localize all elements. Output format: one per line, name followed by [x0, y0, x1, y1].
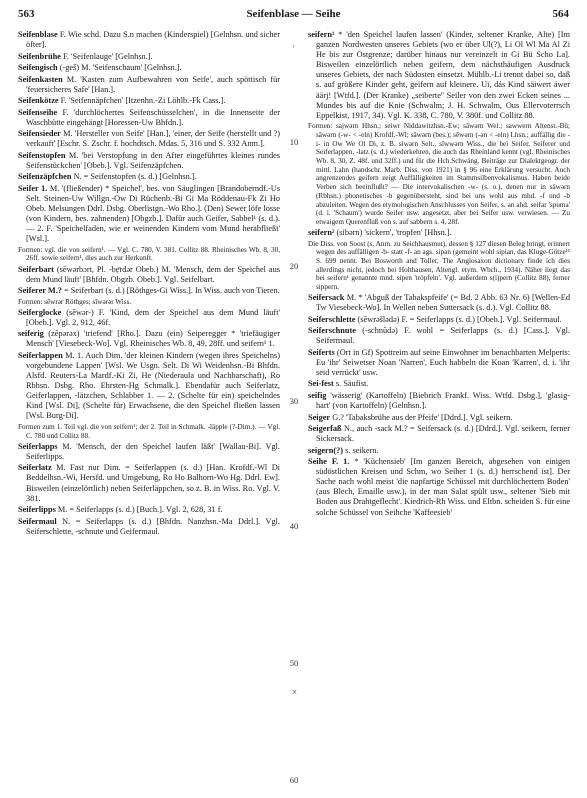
dictionary-entry [18, 463, 280, 503]
entry-text: Formen zum 1. Teil vgl. die von seifern¹; der 2. Teil in Schmalk. -läpple (?-Dim.). — Vgl. C. 780 und Collitz 88. [18, 422, 280, 440]
dictionary-entry [308, 391, 570, 411]
dictionary-entry [18, 108, 280, 128]
dictionary-entry [18, 329, 280, 349]
dictionary-entry [18, 96, 280, 106]
entry-text: Formen: sēwrər Röthges; sīwərər Wiss. [18, 297, 132, 306]
entry-headword: Seiferschlette [308, 314, 356, 324]
dictionary-entry [18, 184, 280, 245]
dictionary-entry [18, 298, 280, 307]
entry-text: M. '(fließender) * Speichel', bes. von Säuglingen [Brandoberndf.-Us Selt. Steinen-Uw Willgn.-Ow Di Rüchenb.-Bi Gi Ma Röddenau-Fk Zi Ho Obeb. Melsungen Ddrl. Dsbg. Oberlistgn.-Wo Rho.]. (Den) Sewer löfe losse (von Kindern, bes. zahnenden) [Obgzb.]. Dafür auch Geifer, Sabbel¹ (s. d.). — 2. F. 'Speichelfaden, wie er weinenden Kindern vom Mund herabfließt' [Wsl.]. [26, 183, 280, 244]
dictionary-entry [308, 457, 570, 518]
entry-text: F. 'Seifennäpfchen' [Itzenhn.-Zi Löhlb.-Fk Cass.]. [58, 96, 226, 106]
entry-text: (zēpərəx) 'triefend' [Rho.]. Dazu (ein) Seiperegger * 'triefäugiger Mensch' [Viesebeck-Wo]. Vgl. Rheinisches Wb. 8, 49, 28ff. und seifern¹ 1. [26, 329, 280, 349]
entry-text: M. 'bei Verstopfung in den After eingeführtes kleines rundes Seifenstückchen' [Obeb.]. Vgl. Seifenzäpfchen. [26, 150, 280, 170]
entry-text: M. 1. Auch Dim. 'der kleinen Kindern (wegen ihres Speichelns) vorgebundene Lappen' [Wsl. We Usgn. Selt. Di Wi Weidenhsn.-Bi Bhfdn. Alsfd. Reuters-La Mardf.-Ki Zi, He (Niederaula und Nachbarschaft), Ro Rbhsn. Dsbg. Rho. Ehrsten-Hg Schmalk.]. Ebendafür auch Seiferlatz, Geiferlappen, -lätzchen, Schlabber 1. — 2. (Schelte für ein) speichelndes Kind [Wsl. Di], (Schelte für) Erwachsene, die den Speichel fließen lassen [Wsl. Burg-Di]. [26, 350, 280, 421]
dictionary-entry [18, 265, 280, 285]
entry-text: Formen: vgl. die von seifern¹. — Vgl. C. 780, V. 381. Collitz 88. Rheinisches Wb. 8, 30, 26ff. sowie seifern¹, dies auch zur Herkunft. [18, 245, 280, 263]
dictionary-entry [18, 52, 280, 62]
dictionary-entry [308, 315, 570, 325]
dictionary-entry [308, 122, 570, 226]
entry-headword: Seifenseihe [18, 107, 58, 117]
dictionary-entry [308, 424, 570, 444]
entry-headword: Seiger [308, 412, 331, 422]
entry-text: F. Wie schd. Dazu S.n machen (Kinderspiel) [Gelnhsn. und sicher öfter]. [26, 30, 280, 50]
entry-headword: Seihe F. 1. [308, 457, 350, 467]
page-header [18, 8, 569, 24]
entry-text: Die Diss. von Soost (s. Anm. zu Seichhausmut), dessen § 127 diesen Beleg bringt, erinnert wegen des auffälligen -b- statt -f- an ags. sipan (gemeint wohl sipian, das Kluge-Götze¹¹ S. 699 nennt. Bei Bosworth and Toller, The Anglosaxon dictionary finde ich dies allerdings nicht, jedoch bei Holthausen, Altengl. etym. Wbch., 1934). Näher liegt das bei seifern¹ genannte mnd. sipen 'tröpfeln'. Vgl. außerdem s(i)pern (Collitz 88), ferner sippern. [308, 239, 570, 292]
entry-text: M. * 'Abguß der Tabakspfeife' (= Bd. 2 Abb. 63 Nr. 6) [Wellen-Ed Tw Viesebeck-Wo]. In Wellen neben Suttersack (s. d.). Vgl. Collitz 88. [316, 293, 570, 313]
entry-text: N. = Seiferlapps (s. d.) [Bhfdn. Nanzhsn.-Ma Ddrl.]. Vgl. Seiferschlette, -schnute und Geifermaul. [26, 516, 280, 536]
entry-text: (sēwər-) F. 'Kind, dem der Speichel aus dem Mund läuft' [Obeb.]. Vgl. 2, 912, 46f. [26, 307, 280, 327]
entry-text: (sēwərbɔrt, Pl. -bẹ̄rdər Obeb.) M. 'Mensch, dem der Speichel aus dem Mund läuft' [Bhfdn. Obgzb. Obeb.]. Vgl. Seifelbart. [26, 264, 280, 284]
entry-text: F. 'durchlöchertes Seifenschüsselchen', in die Innenseite der Waschbütte eingehängt [Horessen-Uw Bhfdn.]. [26, 107, 280, 127]
entry-headword: Seifersack [308, 293, 345, 303]
dictionary-entry [18, 30, 280, 50]
line-number: 20 [289, 261, 299, 271]
dictionary-entry [308, 446, 570, 456]
entry-headword: Seifenbrühe [18, 51, 61, 61]
entry-headword: Seifermaul [18, 516, 57, 526]
entry-headword: Seiferts [308, 347, 335, 357]
entry-text: N. = Seifenstopfen (s. d.) [Gelnhsn.]. [71, 172, 197, 182]
entry-headword: Seifer 1. [18, 183, 48, 193]
entry-headword: seifig [308, 390, 327, 400]
entry-headword: Seifenkötze [18, 96, 59, 106]
entry-headword: Seifensieder [18, 129, 61, 139]
dictionary-entry [18, 505, 280, 515]
entry-text: Formen: sajwərn Hhsn.; seiwr Niddawitzhsn.-Ew; sāwərn Wel.; sawwern Altenst.-Bü; sāwərn (-w- < -eln) Krofdf.-Wl; sāwərn (bes.); sēwərn (-ən < -eln) Lhsn.; auffällig die -i- in Ow We Ol Di, z. B. siwərn Selt., sīwwərn Wiss., die bei Seifer, Seiferer und Seiferlappen, -latz (s. d.) wiederkehren, die auch das Rheinland kennt (vgl. Rheinisches Wb. 8, 30, Z. 48f. und 32ff.) und für die Hch.Schwäng. Beiträge zur Dialektgeogr. der mittl. Lahn (handschr. Marb. Diss. von 1921) in § 96 eine Erklärung versucht. Auch angrenzendes geifern zeigt Auffälligkeiten im Stammsilbenvokalismus. Haben beide Verben sich beeinflußt? — Die intervokalischen -w- (s. o.), denen nur in säwərn (Rbhsn.) phonetisches -b gegenübersteht, sind bei uns wohl aus mhd. -f und -b abzuleiten. Wegen des etymologischen Anschlusses von Seifer, s. an ahd. seifar 'spuma' (d. i. 'Schaum') wurde Seifer usw. angesetzt, aber bei Seifer usw. verwiesen. — Zu etwaigem Querenfluß von s. auf sabbern s. 4, 28f. [308, 122, 570, 226]
dictionary-entry [18, 517, 280, 537]
entry-headword: seifern¹ [308, 30, 335, 39]
entry-headword: Seiferlapps [18, 441, 58, 451]
entry-text: s. seikern. [343, 445, 379, 455]
dictionary-entry [18, 246, 280, 263]
dictionary-entry [308, 30, 570, 121]
entry-headword: Seiferschnute [308, 326, 356, 336]
entry-headword: Seifenkasten [18, 74, 63, 84]
entry-text: s. Säufist. [333, 379, 369, 389]
entry-headword: Seiferlipps [18, 505, 56, 515]
entry-text: * 'den Speichel laufen lassen' (Kinder, seltener Kranke, Alte) [Im ganzen Nordwesten unseres Gebiets (wo er über Ul(?), Li Ol Wl Ma Al Zi He bis zur Ostgrenze; darüber hinaus nur vereinzelt in Gi Bü Scho La]. Bisweilen einzelörtlich neben geifern, dem nächsthäufigen Ausdruck unseres Gebiets, der nach Südosten einsetzt. Mühlb.-Li trennt dabei so, daß s. auf größere Kinder geht, geifern auf kleinere. Ui, dás Kind säiwert äwer äärj! [Wtfd.]. (Der Kranke) „seiberte'' Seiler von den zwei Ecken seines ... Mundes bis auf die Knie (Schwalm; J. H. Schwalm, Ous Ellervoterrsch Eppelkist, 1917, 34). Vgl. K. 338, C. 780, V. 380f. und Collitz 88. [316, 30, 570, 120]
dictionary-entry [308, 379, 570, 389]
entry-text: M. Fast nur Dim. = Seiferlappen (s. d.) [Han. Krofdf.-Wl Di Beddelhsn.-Wi, Hersfd. und Umgebung, Ro Ho Balhorn-Wo Hg. Ddrl. Ew]. Bisweilen (einzelörtlich) neben Seiferläppchen, so z. B. in Wiss. Ro. Vgl. V. 381. [26, 463, 280, 503]
entry-headword: Seiferbart [18, 264, 54, 274]
entry-text: (sibərn) 'sickern', 'tropfen' [Hhsn.]. [334, 228, 452, 238]
dictionary-entry [18, 75, 280, 95]
entry-text: F. 'Seifenlauge' [Gelnhsn.]. [60, 51, 153, 61]
entry-text: (-schnūdə) F. wohl = Seiferlapps (s. d.) [Cass.]. Vgl. Seifermaul. [316, 326, 570, 346]
entry-headword: Sei-fest [308, 379, 334, 389]
dictionary-entry [308, 240, 570, 292]
entry-headword: seifern² [308, 228, 335, 238]
entry-text: N., auch -sack M.? = Seifersack (s. d.) [Ddrd.]. Vgl. seikern, ferner Sickersack. [316, 424, 570, 444]
dictionary-entry [18, 286, 280, 296]
entry-text: M. 'Hersteller von Seife' [Han.], 'einer, der Seife (herstellt und ?) verkauft' [Eschr. S. Zschr. f. hochdtsch. Mdas. 5, 316 und S. 332 Anm.]. [26, 129, 280, 149]
running-title: Seifenblase — Seihe [246, 8, 341, 20]
line-number: 30 [289, 396, 299, 406]
dictionary-entry [18, 129, 280, 149]
dictionary-entry [308, 348, 570, 378]
dictionary-entry [308, 413, 570, 423]
page-number-right: 564 [552, 8, 569, 20]
entry-text: = Seiferbart (s. d.) [Röthges-Gi Wiss.]. In Wiss. auch von Tieren. [61, 286, 280, 296]
right-column [308, 30, 570, 792]
dictionary-entry [18, 351, 280, 422]
entry-text: M. 'Mensch, der den Speichel laufen läßt' [Wallau-Bi]. Vgl. Seiferlipps. [26, 441, 280, 461]
entry-headword: Seiferlatz [18, 463, 52, 473]
entry-headword: Seiferer M.? [18, 286, 62, 296]
dictionary-entry [18, 151, 280, 171]
line-number: 50 [289, 658, 299, 668]
entry-text: M. 'Kasten zum Aufbewahren von Seife', auch spöttisch für 'feuersicheres Safe' [Han.]. [26, 74, 280, 94]
dictionary-entry [18, 442, 280, 462]
dictionary-entry [18, 423, 280, 440]
dictionary-entry [18, 172, 280, 182]
entry-text: M. = Seiferlapps (s. d.) [Buch.]. Vgl. 2, 628, 31 f. [55, 505, 223, 515]
margin-mark: × [292, 687, 298, 697]
dictionary-entry [18, 63, 280, 73]
entry-headword: seigern(?) [308, 445, 344, 455]
dictionary-entry [308, 326, 570, 346]
page-number-left: 563 [18, 8, 35, 20]
entry-headword: Seifengisch [18, 63, 58, 73]
dictionary-entry [308, 293, 570, 313]
entry-text: 'wässerig' (Kartoffeln) [Biebrich Frankf. Wiss. Wtfd. Dsbg.], 'glasig-hart' (von Kartoffeln) [Gelnhsn.]. [316, 390, 570, 411]
entry-headword: Seiferlappen [18, 350, 63, 360]
entry-headword: Seifenblase [18, 30, 58, 39]
entry-text: G.? 'Tabaksbrühe aus der Pfeife' [Ddrd.]. Vgl. seikern. [330, 412, 513, 422]
entry-headword: seiferig [18, 329, 44, 339]
margin-mark: ' [293, 44, 295, 54]
dictionary-entry [308, 228, 570, 238]
entry-text: (Ort in Gf) Spottreim auf seine Einwohner im benachbarten Melperts: Eu 'ihr' Seiwetser Noan 'Narren', Euch habbeln die Koan 'Karren', d. i. 'ihr seid verrückt' usw. [316, 347, 570, 377]
entry-headword: Seiferglocke [18, 307, 62, 317]
entry-text: * 'Küchensieb' [Im ganzen Bereich, abgesehen von einigen südöstlichen Kreisen und Schm, wo Seiher 1 (s. d.) herrschend ist]. Der Sache nach wohl meist 'die napfartige Schüssel mit durchlöchertem Boden' (aus Blech, Emaille usw.), in der man Salat spült usw., seltener 'Sieb mit Boden aus Drahtgeflecht'. Kiedrich-Rh Wiss. und Eltbn. scheiden S. für eine solche Schüssel von Seihche 'Kaffeesieb' [316, 457, 570, 517]
line-number: 60 [289, 775, 299, 785]
entry-headword: Seifenzäpfchen [18, 172, 72, 182]
line-number: 40 [289, 521, 299, 531]
entry-headword: Seifenstopfen [18, 150, 66, 160]
line-number: 10 [289, 137, 299, 147]
dictionary-entry [18, 308, 280, 328]
entry-text: (sēwrəšlədə) F. = Seiferlapps (s. d.) [Obeb.]. Vgl. Seifermaul. [355, 314, 562, 324]
entry-headword: Seigerfaß [308, 424, 342, 434]
left-column [18, 30, 280, 792]
entry-text: (-geš) M. 'Seifenschaum' [Gelnhsn.]. [57, 63, 182, 73]
